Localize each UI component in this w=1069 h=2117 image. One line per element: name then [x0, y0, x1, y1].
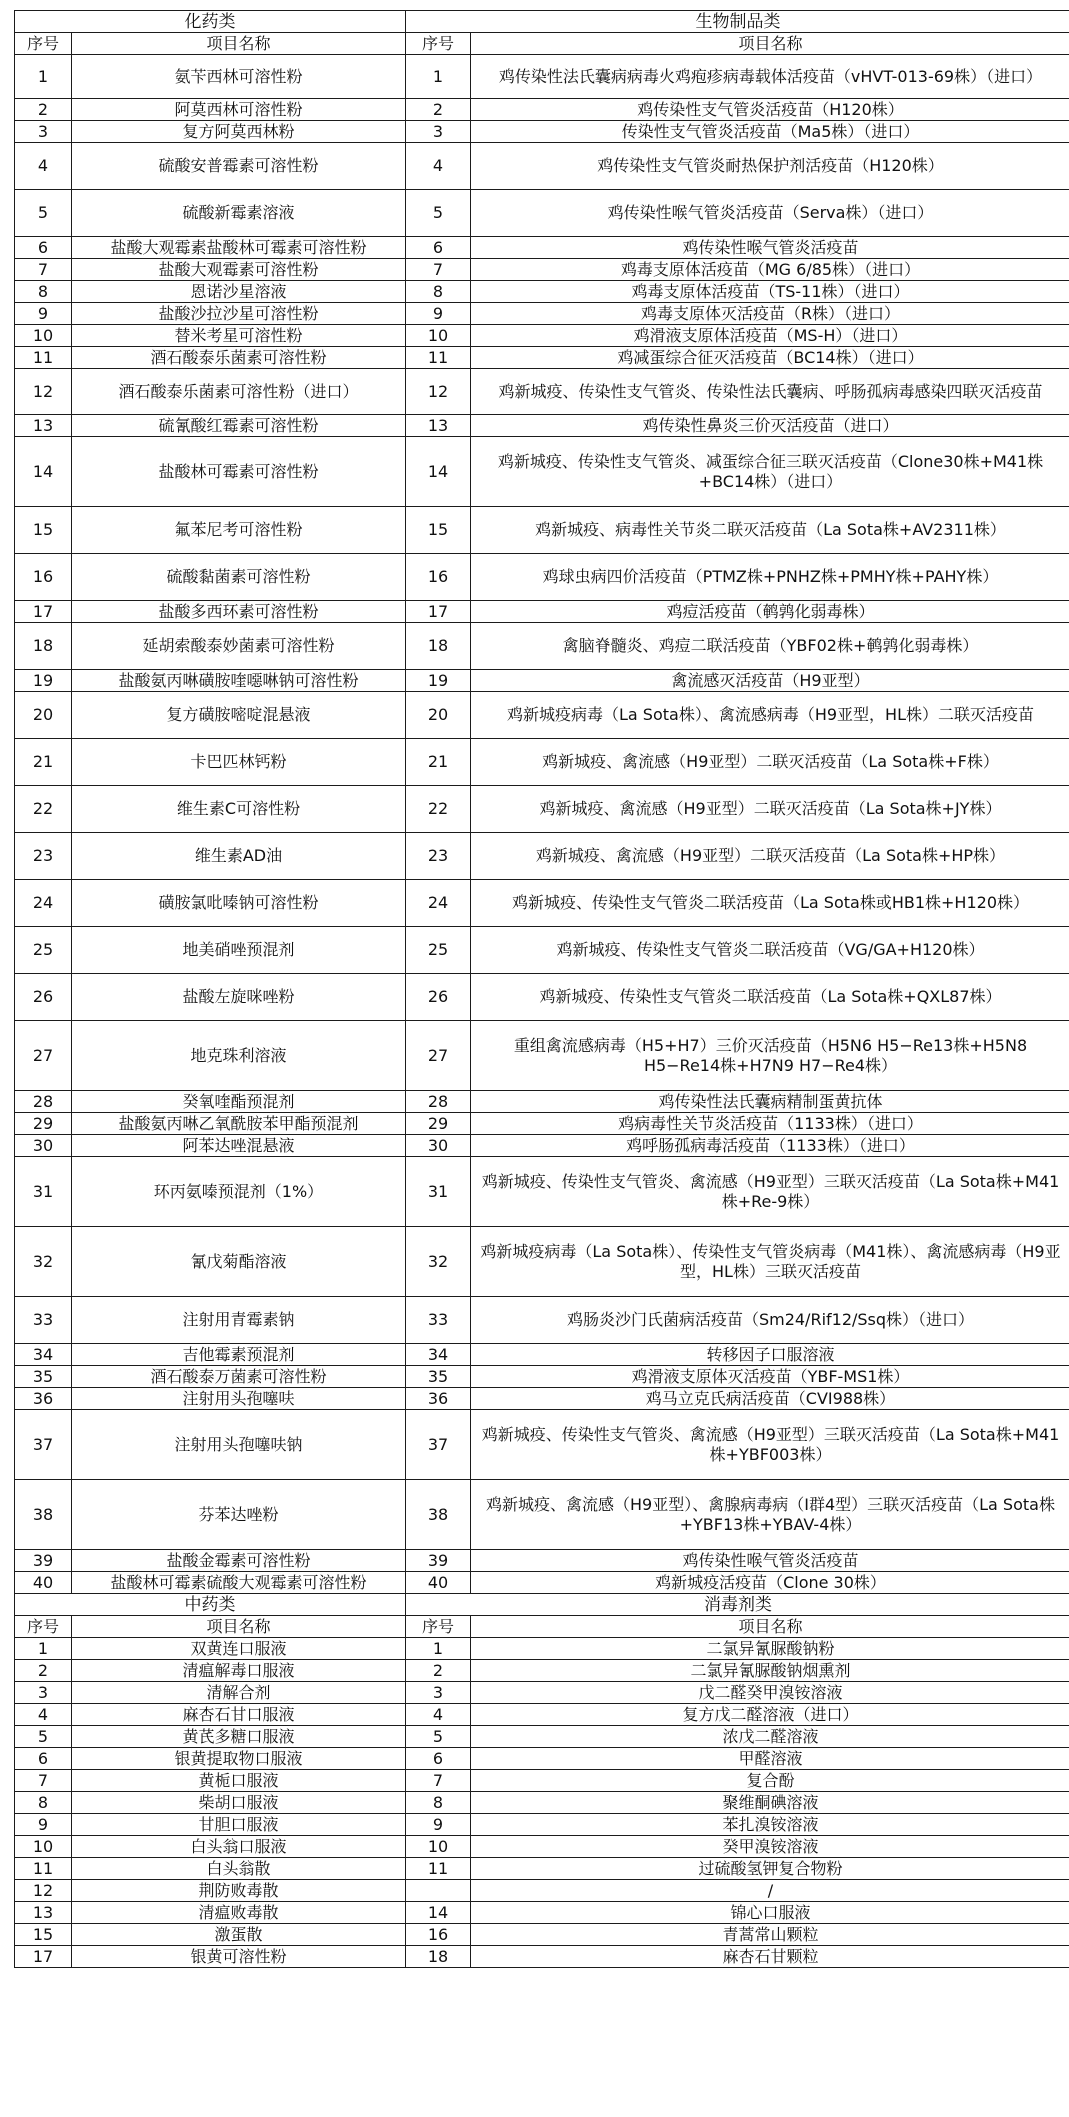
table-row: [15, 1297, 1069, 1344]
name-cell: 复方阿莫西林粉: [72, 121, 406, 143]
seq-cell: 17: [15, 601, 72, 623]
seq-cell: 8: [406, 1792, 471, 1814]
section-header-row: [15, 1594, 1069, 1616]
table-row: [15, 1836, 1069, 1858]
seq-cell: 13: [15, 1902, 72, 1924]
seq-cell: 18: [406, 623, 471, 670]
seq-cell: 12: [406, 369, 471, 415]
seq-cell: 2: [15, 1660, 72, 1682]
name-cell: 注射用青霉素钠: [72, 1297, 406, 1344]
seq-cell: 29: [406, 1113, 471, 1135]
seq-cell: 6: [15, 237, 72, 259]
name-cell: 鸡传染性喉气管炎活疫苗: [471, 237, 1069, 259]
name-cell: 鸡传染性喉气管炎活疫苗（Serva株）（进口）: [471, 190, 1069, 237]
name-cell: 鸡新城疫、传染性支气管炎、减蛋综合征三联灭活疫苗（Clone30株+M41株+BC14株）（进口）: [471, 437, 1069, 507]
seq-cell: 10: [406, 1836, 471, 1858]
seq-cell: 10: [15, 1836, 72, 1858]
name-cell: 鸡新城疫、禽流感（H9亚型）二联灭活疫苗（La Sota株+F株）: [471, 739, 1069, 786]
name-cell: 盐酸大观霉素盐酸林可霉素可溶性粉: [72, 237, 406, 259]
name-cell: 盐酸金霉素可溶性粉: [72, 1550, 406, 1572]
seq-cell: 30: [406, 1135, 471, 1157]
table-row: [15, 347, 1069, 369]
name-cell: 鸡毒支原体活疫苗（TS-11株）（进口）: [471, 281, 1069, 303]
table-row: [15, 55, 1069, 99]
seq-cell: 2: [406, 1660, 471, 1682]
name-cell: 重组禽流感病毒（H5+H7）三价灭活疫苗（H5N6 H5−Re13株+H5N8 H5−Re14株+H7N9 H7−Re4株）: [471, 1021, 1069, 1091]
name-cell: 卡巴匹林钙粉: [72, 739, 406, 786]
table-row: [15, 415, 1069, 437]
name-cell: 氨苄西林可溶性粉: [72, 55, 406, 99]
table-row: [15, 833, 1069, 880]
seq-cell: 4: [406, 1704, 471, 1726]
name-cell: 柴胡口服液: [72, 1792, 406, 1814]
section-title-chemical: 化药类: [15, 11, 406, 33]
seq-cell: 25: [15, 927, 72, 974]
seq-cell: 7: [406, 259, 471, 281]
name-cell: 盐酸氨丙啉磺胺喹噁啉钠可溶性粉: [72, 670, 406, 692]
seq-cell: 31: [406, 1157, 471, 1227]
name-cell: 浓戊二醛溶液: [471, 1726, 1069, 1748]
name-cell: 硫氰酸红霉素可溶性粉: [72, 415, 406, 437]
seq-cell: 15: [406, 507, 471, 554]
table-row: [15, 1770, 1069, 1792]
table-row: [15, 1814, 1069, 1836]
seq-cell: 35: [406, 1366, 471, 1388]
table-row: [15, 1572, 1069, 1594]
name-cell: 癸氧喹酯预混剂: [72, 1091, 406, 1113]
column-header-seq: 序号: [15, 1616, 72, 1638]
seq-cell: 40: [406, 1572, 471, 1594]
seq-cell: 32: [406, 1227, 471, 1297]
table-row: [15, 121, 1069, 143]
name-cell: 鸡传染性喉气管炎活疫苗: [471, 1550, 1069, 1572]
name-cell: 过硫酸氢钾复合物粉: [471, 1858, 1069, 1880]
name-cell: 鸡新城疫病毒（La Sota株）、传染性支气管炎病毒（M41株）、禽流感病毒（H9亚型，HL株）三联灭活疫苗: [471, 1227, 1069, 1297]
seq-cell: 2: [406, 99, 471, 121]
name-cell: 鸡痘活疫苗（鹌鹑化弱毒株）: [471, 601, 1069, 623]
seq-cell: 5: [406, 190, 471, 237]
name-cell: 硫酸安普霉素可溶性粉: [72, 143, 406, 190]
name-cell: 鸡新城疫、传染性支气管炎、禽流感（H9亚型）三联灭活疫苗（La Sota株+M41株+Re-9株）: [471, 1157, 1069, 1227]
seq-cell: 4: [406, 143, 471, 190]
seq-cell: 5: [15, 1726, 72, 1748]
seq-cell: 12: [15, 369, 72, 415]
seq-cell: 39: [15, 1550, 72, 1572]
column-header-name: 项目名称: [72, 1616, 406, 1638]
seq-cell: 22: [15, 786, 72, 833]
seq-cell: 13: [15, 415, 72, 437]
table-row: [15, 143, 1069, 190]
table-row: [15, 237, 1069, 259]
seq-cell: 5: [15, 190, 72, 237]
name-cell: 盐酸左旋咪唑粉: [72, 974, 406, 1021]
table-row: [15, 1924, 1069, 1946]
seq-cell: 16: [406, 1924, 471, 1946]
name-cell: 传染性支气管炎活疫苗（Ma5株）（进口）: [471, 121, 1069, 143]
name-cell: 鸡肠炎沙门氏菌病活疫苗（Sm24/Rif12/Ssq株）（进口）: [471, 1297, 1069, 1344]
seq-cell: 16: [406, 554, 471, 601]
name-cell: 鸡新城疫、禽流感（H9亚型）二联灭活疫苗（La Sota株+HP株）: [471, 833, 1069, 880]
seq-cell: 8: [15, 1792, 72, 1814]
seq-cell: 3: [15, 1682, 72, 1704]
table-row: [15, 190, 1069, 237]
table-row: [15, 99, 1069, 121]
name-cell: 复合酚: [471, 1770, 1069, 1792]
table-row: [15, 1021, 1069, 1091]
name-cell: 麻杏石甘颗粒: [471, 1946, 1069, 1968]
seq-cell: 36: [15, 1388, 72, 1410]
table-row: [15, 1946, 1069, 1968]
table-row: [15, 670, 1069, 692]
seq-cell: 4: [15, 1704, 72, 1726]
name-cell: 复方磺胺嘧啶混悬液: [72, 692, 406, 739]
seq-cell: 20: [15, 692, 72, 739]
table-row: [15, 1792, 1069, 1814]
seq-cell: 40: [15, 1572, 72, 1594]
name-cell: 清瘟败毒散: [72, 1902, 406, 1924]
name-cell: 鸡传染性法氏囊病精制蛋黄抗体: [471, 1091, 1069, 1113]
seq-cell: 33: [15, 1297, 72, 1344]
seq-cell: 39: [406, 1550, 471, 1572]
seq-cell: 35: [15, 1366, 72, 1388]
seq-cell: 2: [15, 99, 72, 121]
seq-cell: 8: [15, 281, 72, 303]
name-cell: 环丙氨嗪预混剂（1%）: [72, 1157, 406, 1227]
table-row: [15, 303, 1069, 325]
seq-cell: 16: [15, 554, 72, 601]
seq-cell: 21: [15, 739, 72, 786]
name-cell: 鸡传染性鼻炎三价灭活疫苗（进口）: [471, 415, 1069, 437]
name-cell: 地美硝唑预混剂: [72, 927, 406, 974]
table-row: [15, 259, 1069, 281]
seq-cell: 26: [406, 974, 471, 1021]
name-cell: 鸡传染性支气管炎活疫苗（H120株）: [471, 99, 1069, 121]
seq-cell: 27: [406, 1021, 471, 1091]
name-cell: 鸡传染性法氏囊病病毒火鸡疱疹病毒载体活疫苗（vHVT-013-69株）（进口）: [471, 55, 1069, 99]
name-cell: 银黄可溶性粉: [72, 1946, 406, 1968]
seq-cell: [406, 1880, 471, 1902]
name-cell: 盐酸大观霉素可溶性粉: [72, 259, 406, 281]
name-cell: 白头翁散: [72, 1858, 406, 1880]
name-cell: 禽流感灭活疫苗（H9亚型）: [471, 670, 1069, 692]
table-row: [15, 1113, 1069, 1135]
name-cell: 鸡呼肠孤病毒活疫苗（1133株）（进口）: [471, 1135, 1069, 1157]
seq-cell: 9: [406, 1814, 471, 1836]
table-row: [15, 1388, 1069, 1410]
table-row: [15, 1858, 1069, 1880]
name-cell: 鸡新城疫、传染性支气管炎二联活疫苗（La Sota株+QXL87株）: [471, 974, 1069, 1021]
name-cell: 甲醛溶液: [471, 1748, 1069, 1770]
name-cell: 青蒿常山颗粒: [471, 1924, 1069, 1946]
name-cell: 二氯异氰脲酸钠烟熏剂: [471, 1660, 1069, 1682]
column-header-seq: 序号: [406, 33, 471, 55]
name-cell: 替米考星可溶性粉: [72, 325, 406, 347]
seq-cell: 25: [406, 927, 471, 974]
table-row: [15, 692, 1069, 739]
table-row: [15, 325, 1069, 347]
seq-cell: 1: [15, 55, 72, 99]
seq-cell: 27: [15, 1021, 72, 1091]
seq-cell: 36: [406, 1388, 471, 1410]
name-cell: 苯扎溴铵溶液: [471, 1814, 1069, 1836]
seq-cell: 14: [15, 437, 72, 507]
seq-cell: 31: [15, 1157, 72, 1227]
seq-cell: 12: [15, 1880, 72, 1902]
table-row: [15, 927, 1069, 974]
seq-cell: 15: [15, 507, 72, 554]
name-cell: 鸡减蛋综合征灭活疫苗（BC14株）（进口）: [471, 347, 1069, 369]
name-cell: 转移因子口服溶液: [471, 1344, 1069, 1366]
seq-cell: 9: [15, 1814, 72, 1836]
table-row: [15, 507, 1069, 554]
name-cell: 鸡新城疫、病毒性关节炎二联灭活疫苗（La Sota株+AV2311株）: [471, 507, 1069, 554]
name-cell: 银黄提取物口服液: [72, 1748, 406, 1770]
name-cell: 鸡滑液支原体灭活疫苗（YBF-MS1株）: [471, 1366, 1069, 1388]
seq-cell: 26: [15, 974, 72, 1021]
name-cell: 鸡毒支原体活疫苗（MG 6/85株）（进口）: [471, 259, 1069, 281]
table-row: [15, 369, 1069, 415]
table-row: [15, 786, 1069, 833]
table-row: [15, 1682, 1069, 1704]
name-cell: 盐酸林可霉素硫酸大观霉素可溶性粉: [72, 1572, 406, 1594]
seq-cell: 22: [406, 786, 471, 833]
name-cell: 聚维酮碘溶液: [471, 1792, 1069, 1814]
seq-cell: 3: [15, 121, 72, 143]
name-cell: 黄芪多糖口服液: [72, 1726, 406, 1748]
name-cell: 盐酸多西环素可溶性粉: [72, 601, 406, 623]
seq-cell: 6: [406, 237, 471, 259]
seq-cell: 15: [15, 1924, 72, 1946]
table-row: [15, 1748, 1069, 1770]
seq-cell: 17: [15, 1946, 72, 1968]
name-cell: 恩诺沙星溶液: [72, 281, 406, 303]
seq-cell: 3: [406, 121, 471, 143]
name-cell: 酒石酸泰乐菌素可溶性粉: [72, 347, 406, 369]
name-cell: 清解合剂: [72, 1682, 406, 1704]
name-cell: 注射用头孢噻呋: [72, 1388, 406, 1410]
name-cell: 甘胆口服液: [72, 1814, 406, 1836]
name-cell: 鸡新城疫、传染性支气管炎二联活疫苗（La Sota株或HB1株+H120株）: [471, 880, 1069, 927]
seq-cell: 34: [406, 1344, 471, 1366]
seq-cell: 24: [406, 880, 471, 927]
table-row: [15, 601, 1069, 623]
seq-cell: 7: [15, 1770, 72, 1792]
seq-cell: 19: [406, 670, 471, 692]
seq-cell: 10: [15, 325, 72, 347]
table-row: [15, 1704, 1069, 1726]
seq-cell: 14: [406, 1902, 471, 1924]
seq-cell: 6: [15, 1748, 72, 1770]
seq-cell: 11: [406, 347, 471, 369]
name-cell: 鸡球虫病四价活疫苗（PTMZ株+PNHZ株+PMHY株+PAHY株）: [471, 554, 1069, 601]
name-cell: 盐酸氨丙啉乙氧酰胺苯甲酯预混剂: [72, 1113, 406, 1135]
section-title-disinfectant: 消毒剂类: [406, 1594, 1069, 1616]
column-header-seq: 序号: [406, 1616, 471, 1638]
column-header-row: [15, 1616, 1069, 1638]
seq-cell: 38: [15, 1480, 72, 1550]
name-cell: 吉他霉素预混剂: [72, 1344, 406, 1366]
name-cell: 硫酸黏菌素可溶性粉: [72, 554, 406, 601]
seq-cell: 11: [406, 1858, 471, 1880]
name-cell: 锦心口服液: [471, 1902, 1069, 1924]
table-row: [15, 281, 1069, 303]
name-cell: 酒石酸泰万菌素可溶性粉: [72, 1366, 406, 1388]
seq-cell: 18: [15, 623, 72, 670]
name-cell: 鸡新城疫、传染性支气管炎、传染性法氏囊病、呼肠孤病毒感染四联灭活疫苗: [471, 369, 1069, 415]
seq-cell: 14: [406, 437, 471, 507]
name-cell: 麻杏石甘口服液: [72, 1704, 406, 1726]
table-row: [15, 1366, 1069, 1388]
seq-cell: 32: [15, 1227, 72, 1297]
seq-cell: 9: [406, 303, 471, 325]
table-row: [15, 974, 1069, 1021]
seq-cell: 1: [406, 1638, 471, 1660]
name-cell: /: [471, 1880, 1069, 1902]
name-cell: 维生素AD油: [72, 833, 406, 880]
table-row: [15, 437, 1069, 507]
section-header-row: [15, 11, 1069, 33]
table-row: [15, 1660, 1069, 1682]
seq-cell: 11: [15, 1858, 72, 1880]
seq-cell: 19: [15, 670, 72, 692]
name-cell: 鸡传染性支气管炎耐热保护剂活疫苗（H120株）: [471, 143, 1069, 190]
seq-cell: 37: [15, 1410, 72, 1480]
seq-cell: 1: [15, 1638, 72, 1660]
section-title-tcm: 中药类: [15, 1594, 406, 1616]
seq-cell: 23: [15, 833, 72, 880]
seq-cell: 9: [15, 303, 72, 325]
table-row: [15, 1550, 1069, 1572]
table-row: [15, 1726, 1069, 1748]
name-cell: 鸡新城疫、禽流感（H9亚型）二联灭活疫苗（La Sota株+JY株）: [471, 786, 1069, 833]
name-cell: 荆防败毒散: [72, 1880, 406, 1902]
name-cell: 二氯异氰脲酸钠粉: [471, 1638, 1069, 1660]
name-cell: 氟苯尼考可溶性粉: [72, 507, 406, 554]
name-cell: 激蛋散: [72, 1924, 406, 1946]
name-cell: 鸡病毒性关节炎活疫苗（1133株）（进口）: [471, 1113, 1069, 1135]
seq-cell: 1: [406, 55, 471, 99]
name-cell: 维生素C可溶性粉: [72, 786, 406, 833]
seq-cell: 7: [15, 259, 72, 281]
seq-cell: 18: [406, 1946, 471, 1968]
table-row: [15, 1638, 1069, 1660]
name-cell: 阿苯达唑混悬液: [72, 1135, 406, 1157]
name-cell: 鸡毒支原体灭活疫苗（R株）（进口）: [471, 303, 1069, 325]
name-cell: 鸡新城疫、传染性支气管炎、禽流感（H9亚型）三联灭活疫苗（La Sota株+M41株+YBF003株）: [471, 1410, 1069, 1480]
name-cell: 延胡索酸泰妙菌素可溶性粉: [72, 623, 406, 670]
seq-cell: 38: [406, 1480, 471, 1550]
name-cell: 鸡马立克氏病活疫苗（CVI988株）: [471, 1388, 1069, 1410]
seq-cell: 7: [406, 1770, 471, 1792]
seq-cell: 28: [15, 1091, 72, 1113]
column-header-row: [15, 33, 1069, 55]
table-row: [15, 1091, 1069, 1113]
table-row: [15, 1227, 1069, 1297]
name-cell: 酒石酸泰乐菌素可溶性粉（进口）: [72, 369, 406, 415]
seq-cell: 30: [15, 1135, 72, 1157]
name-cell: 鸡新城疫活疫苗（Clone 30株）: [471, 1572, 1069, 1594]
table-row: [15, 1135, 1069, 1157]
seq-cell: 37: [406, 1410, 471, 1480]
name-cell: 地克珠利溶液: [72, 1021, 406, 1091]
drug-list-table: [14, 10, 1069, 1968]
table-row: [15, 1157, 1069, 1227]
column-header-name: 项目名称: [72, 33, 406, 55]
column-header-seq: 序号: [15, 33, 72, 55]
seq-cell: 28: [406, 1091, 471, 1113]
column-header-name: 项目名称: [471, 1616, 1069, 1638]
table-row: [15, 1344, 1069, 1366]
name-cell: 癸甲溴铵溶液: [471, 1836, 1069, 1858]
name-cell: 阿莫西林可溶性粉: [72, 99, 406, 121]
name-cell: 芬苯达唑粉: [72, 1480, 406, 1550]
seq-cell: 34: [15, 1344, 72, 1366]
seq-cell: 11: [15, 347, 72, 369]
table-row: [15, 1480, 1069, 1550]
name-cell: 清瘟解毒口服液: [72, 1660, 406, 1682]
section-title-biological: 生物制品类: [406, 11, 1069, 33]
name-cell: 盐酸沙拉沙星可溶性粉: [72, 303, 406, 325]
seq-cell: 5: [406, 1726, 471, 1748]
table-row: [15, 1902, 1069, 1924]
seq-cell: 6: [406, 1748, 471, 1770]
name-cell: 复方戊二醛溶液（进口）: [471, 1704, 1069, 1726]
table-row: [15, 554, 1069, 601]
name-cell: 磺胺氯吡嗪钠可溶性粉: [72, 880, 406, 927]
seq-cell: 21: [406, 739, 471, 786]
table-row: [15, 880, 1069, 927]
table-row: [15, 623, 1069, 670]
name-cell: 双黄连口服液: [72, 1638, 406, 1660]
column-header-name: 项目名称: [471, 33, 1069, 55]
name-cell: 戊二醛癸甲溴铵溶液: [471, 1682, 1069, 1704]
name-cell: 黄栀口服液: [72, 1770, 406, 1792]
seq-cell: 13: [406, 415, 471, 437]
name-cell: 鸡新城疫、传染性支气管炎二联活疫苗（VG/GA+H120株）: [471, 927, 1069, 974]
name-cell: 鸡滑液支原体活疫苗（MS-H）（进口）: [471, 325, 1069, 347]
name-cell: 盐酸林可霉素可溶性粉: [72, 437, 406, 507]
seq-cell: 29: [15, 1113, 72, 1135]
name-cell: 鸡新城疫、禽流感（H9亚型）、禽腺病毒病（I群4型）三联灭活疫苗（La Sota株+YBF13株+YBAV-4株）: [471, 1480, 1069, 1550]
name-cell: 硫酸新霉素溶液: [72, 190, 406, 237]
seq-cell: 3: [406, 1682, 471, 1704]
name-cell: 鸡新城疫病毒（La Sota株）、禽流感病毒（H9亚型，HL株）二联灭活疫苗: [471, 692, 1069, 739]
name-cell: 氰戊菊酯溶液: [72, 1227, 406, 1297]
name-cell: 注射用头孢噻呋钠: [72, 1410, 406, 1480]
seq-cell: 10: [406, 325, 471, 347]
table-row: [15, 739, 1069, 786]
seq-cell: 8: [406, 281, 471, 303]
seq-cell: 23: [406, 833, 471, 880]
table-row: [15, 1880, 1069, 1902]
seq-cell: 4: [15, 143, 72, 190]
name-cell: 白头翁口服液: [72, 1836, 406, 1858]
seq-cell: 20: [406, 692, 471, 739]
seq-cell: 33: [406, 1297, 471, 1344]
name-cell: 禽脑脊髓炎、鸡痘二联活疫苗（YBF02株+鹌鹑化弱毒株）: [471, 623, 1069, 670]
seq-cell: 17: [406, 601, 471, 623]
table-row: [15, 1410, 1069, 1480]
seq-cell: 24: [15, 880, 72, 927]
